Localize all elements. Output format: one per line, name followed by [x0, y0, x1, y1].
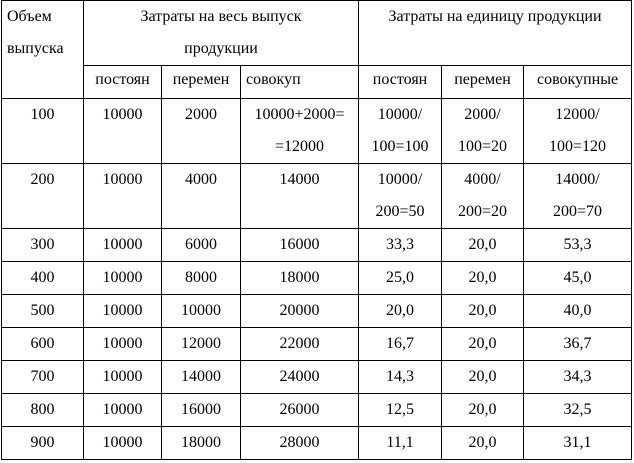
unit-total-cell: 34,3 — [524, 361, 632, 394]
total-cell: 28000 — [241, 427, 359, 460]
volume-cell: 300 — [2, 229, 84, 262]
unit-total-cell — [524, 99, 632, 164]
total-cell — [241, 99, 359, 164]
variable-cell: 12000 — [162, 328, 241, 361]
unit-variable-cell: 20,0 — [442, 328, 524, 361]
total-costs-group-line2: продукции — [184, 40, 258, 57]
unit-fixed-line2: 100=100 — [371, 138, 429, 155]
unit-fixed-line2: 200=50 — [375, 203, 425, 220]
total-variable-header: перемен — [162, 66, 241, 99]
unit-fixed-cell: 25,0 — [359, 262, 442, 295]
total-cell — [241, 164, 359, 229]
unit-variable-cell: 20,0 — [442, 229, 524, 262]
total-cell: 16000 — [241, 229, 359, 262]
fixed-cell: 10000 — [84, 229, 162, 262]
volume-cell: 400 — [2, 262, 84, 295]
unit-total-line1: 14000/ — [555, 171, 600, 188]
variable-cell: 8000 — [162, 262, 241, 295]
variable-cell: 4000 — [162, 164, 241, 229]
total-cell-line1: 10000+2000= — [254, 106, 345, 123]
volume-header-line2: выпуска — [7, 40, 64, 57]
variable-cell: 6000 — [162, 229, 241, 262]
volume-header-line1: Объем — [7, 8, 52, 25]
unit-variable-cell — [442, 99, 524, 164]
variable-cell: 14000 — [162, 361, 241, 394]
unit-variable-cell: 20,0 — [442, 361, 524, 394]
unit-fixed-cell: 20,0 — [359, 295, 442, 328]
volume-cell: 100 — [2, 99, 84, 164]
total-cell: 22000 — [241, 328, 359, 361]
volume-header — [2, 1, 84, 99]
unit-fixed-cell: 12,5 — [359, 394, 442, 427]
fixed-cell: 10000 — [84, 394, 162, 427]
unit-variable-cell: 20,0 — [442, 394, 524, 427]
unit-variable-line1: 2000/ — [464, 106, 501, 123]
unit-variable-cell: 20,0 — [442, 295, 524, 328]
table-row — [2, 164, 632, 229]
variable-cell: 18000 — [162, 427, 241, 460]
unit-variable-cell: 20,0 — [442, 427, 524, 460]
table-row — [2, 394, 632, 427]
unit-variable-cell: 20,0 — [442, 262, 524, 295]
unit-fixed-cell: 16,7 — [359, 328, 442, 361]
header-row-sub — [2, 66, 632, 99]
table-row — [2, 262, 632, 295]
total-costs-group-header — [84, 1, 359, 66]
unit-total-line2: 100=120 — [549, 138, 607, 155]
unit-variable-line2: 200=20 — [458, 203, 508, 220]
table-row — [2, 295, 632, 328]
unit-fixed-cell — [359, 99, 442, 164]
fixed-cell: 10000 — [84, 164, 162, 229]
total-cell: 18000 — [241, 262, 359, 295]
unit-fixed-header: постоян — [359, 66, 442, 99]
volume-cell: 900 — [2, 427, 84, 460]
unit-total-cell: 31,1 — [524, 427, 632, 460]
total-cell-line1: 14000 — [279, 171, 320, 188]
unit-total-line2: 200=70 — [553, 203, 603, 220]
volume-cell: 700 — [2, 361, 84, 394]
fixed-cell: 10000 — [84, 427, 162, 460]
fixed-cell: 10000 — [84, 99, 162, 164]
unit-costs-group-header — [359, 1, 632, 66]
unit-variable-header: перемен — [442, 66, 524, 99]
unit-total-cell: 45,0 — [524, 262, 632, 295]
variable-cell: 2000 — [162, 99, 241, 164]
unit-costs-group-line1: Затраты на единицу продукции — [388, 8, 602, 25]
total-sum-header: совокуп — [241, 66, 359, 99]
volume-cell: 500 — [2, 295, 84, 328]
total-fixed-header: постоян — [84, 66, 162, 99]
table-row — [2, 427, 632, 460]
table-row — [2, 328, 632, 361]
table-row — [2, 99, 632, 164]
volume-cell: 600 — [2, 328, 84, 361]
unit-fixed-cell: 33,3 — [359, 229, 442, 262]
total-cell: 26000 — [241, 394, 359, 427]
unit-total-cell: 32,5 — [524, 394, 632, 427]
variable-cell: 16000 — [162, 394, 241, 427]
unit-variable-line1: 4000/ — [464, 171, 501, 188]
unit-total-cell: 53,3 — [524, 229, 632, 262]
table-row — [2, 361, 632, 394]
cost-table — [1, 0, 632, 460]
total-costs-group-line1: Затраты на весь выпуск — [140, 8, 302, 25]
fixed-cell: 10000 — [84, 295, 162, 328]
unit-fixed-line1: 10000/ — [377, 171, 423, 188]
table-row — [2, 229, 632, 262]
total-cell: 24000 — [241, 361, 359, 394]
unit-total-cell: 40,0 — [524, 295, 632, 328]
header-row-group — [2, 1, 632, 66]
total-cell: 20000 — [241, 295, 359, 328]
unit-fixed-cell: 11,1 — [359, 427, 442, 460]
unit-fixed-cell — [359, 164, 442, 229]
unit-fixed-cell: 14,3 — [359, 361, 442, 394]
variable-cell: 10000 — [162, 295, 241, 328]
unit-total-cell — [524, 164, 632, 229]
fixed-cell: 10000 — [84, 328, 162, 361]
volume-cell: 200 — [2, 164, 84, 229]
unit-variable-cell — [442, 164, 524, 229]
unit-sum-header: совокупные — [524, 66, 632, 99]
unit-variable-line2: 100=20 — [458, 138, 508, 155]
unit-total-line1: 12000/ — [555, 106, 600, 123]
fixed-cell: 10000 — [84, 361, 162, 394]
fixed-cell: 10000 — [84, 262, 162, 295]
volume-cell: 800 — [2, 394, 84, 427]
total-cell-line2: =12000 — [274, 138, 325, 155]
unit-fixed-line1: 10000/ — [377, 106, 423, 123]
unit-total-cell: 36,7 — [524, 328, 632, 361]
